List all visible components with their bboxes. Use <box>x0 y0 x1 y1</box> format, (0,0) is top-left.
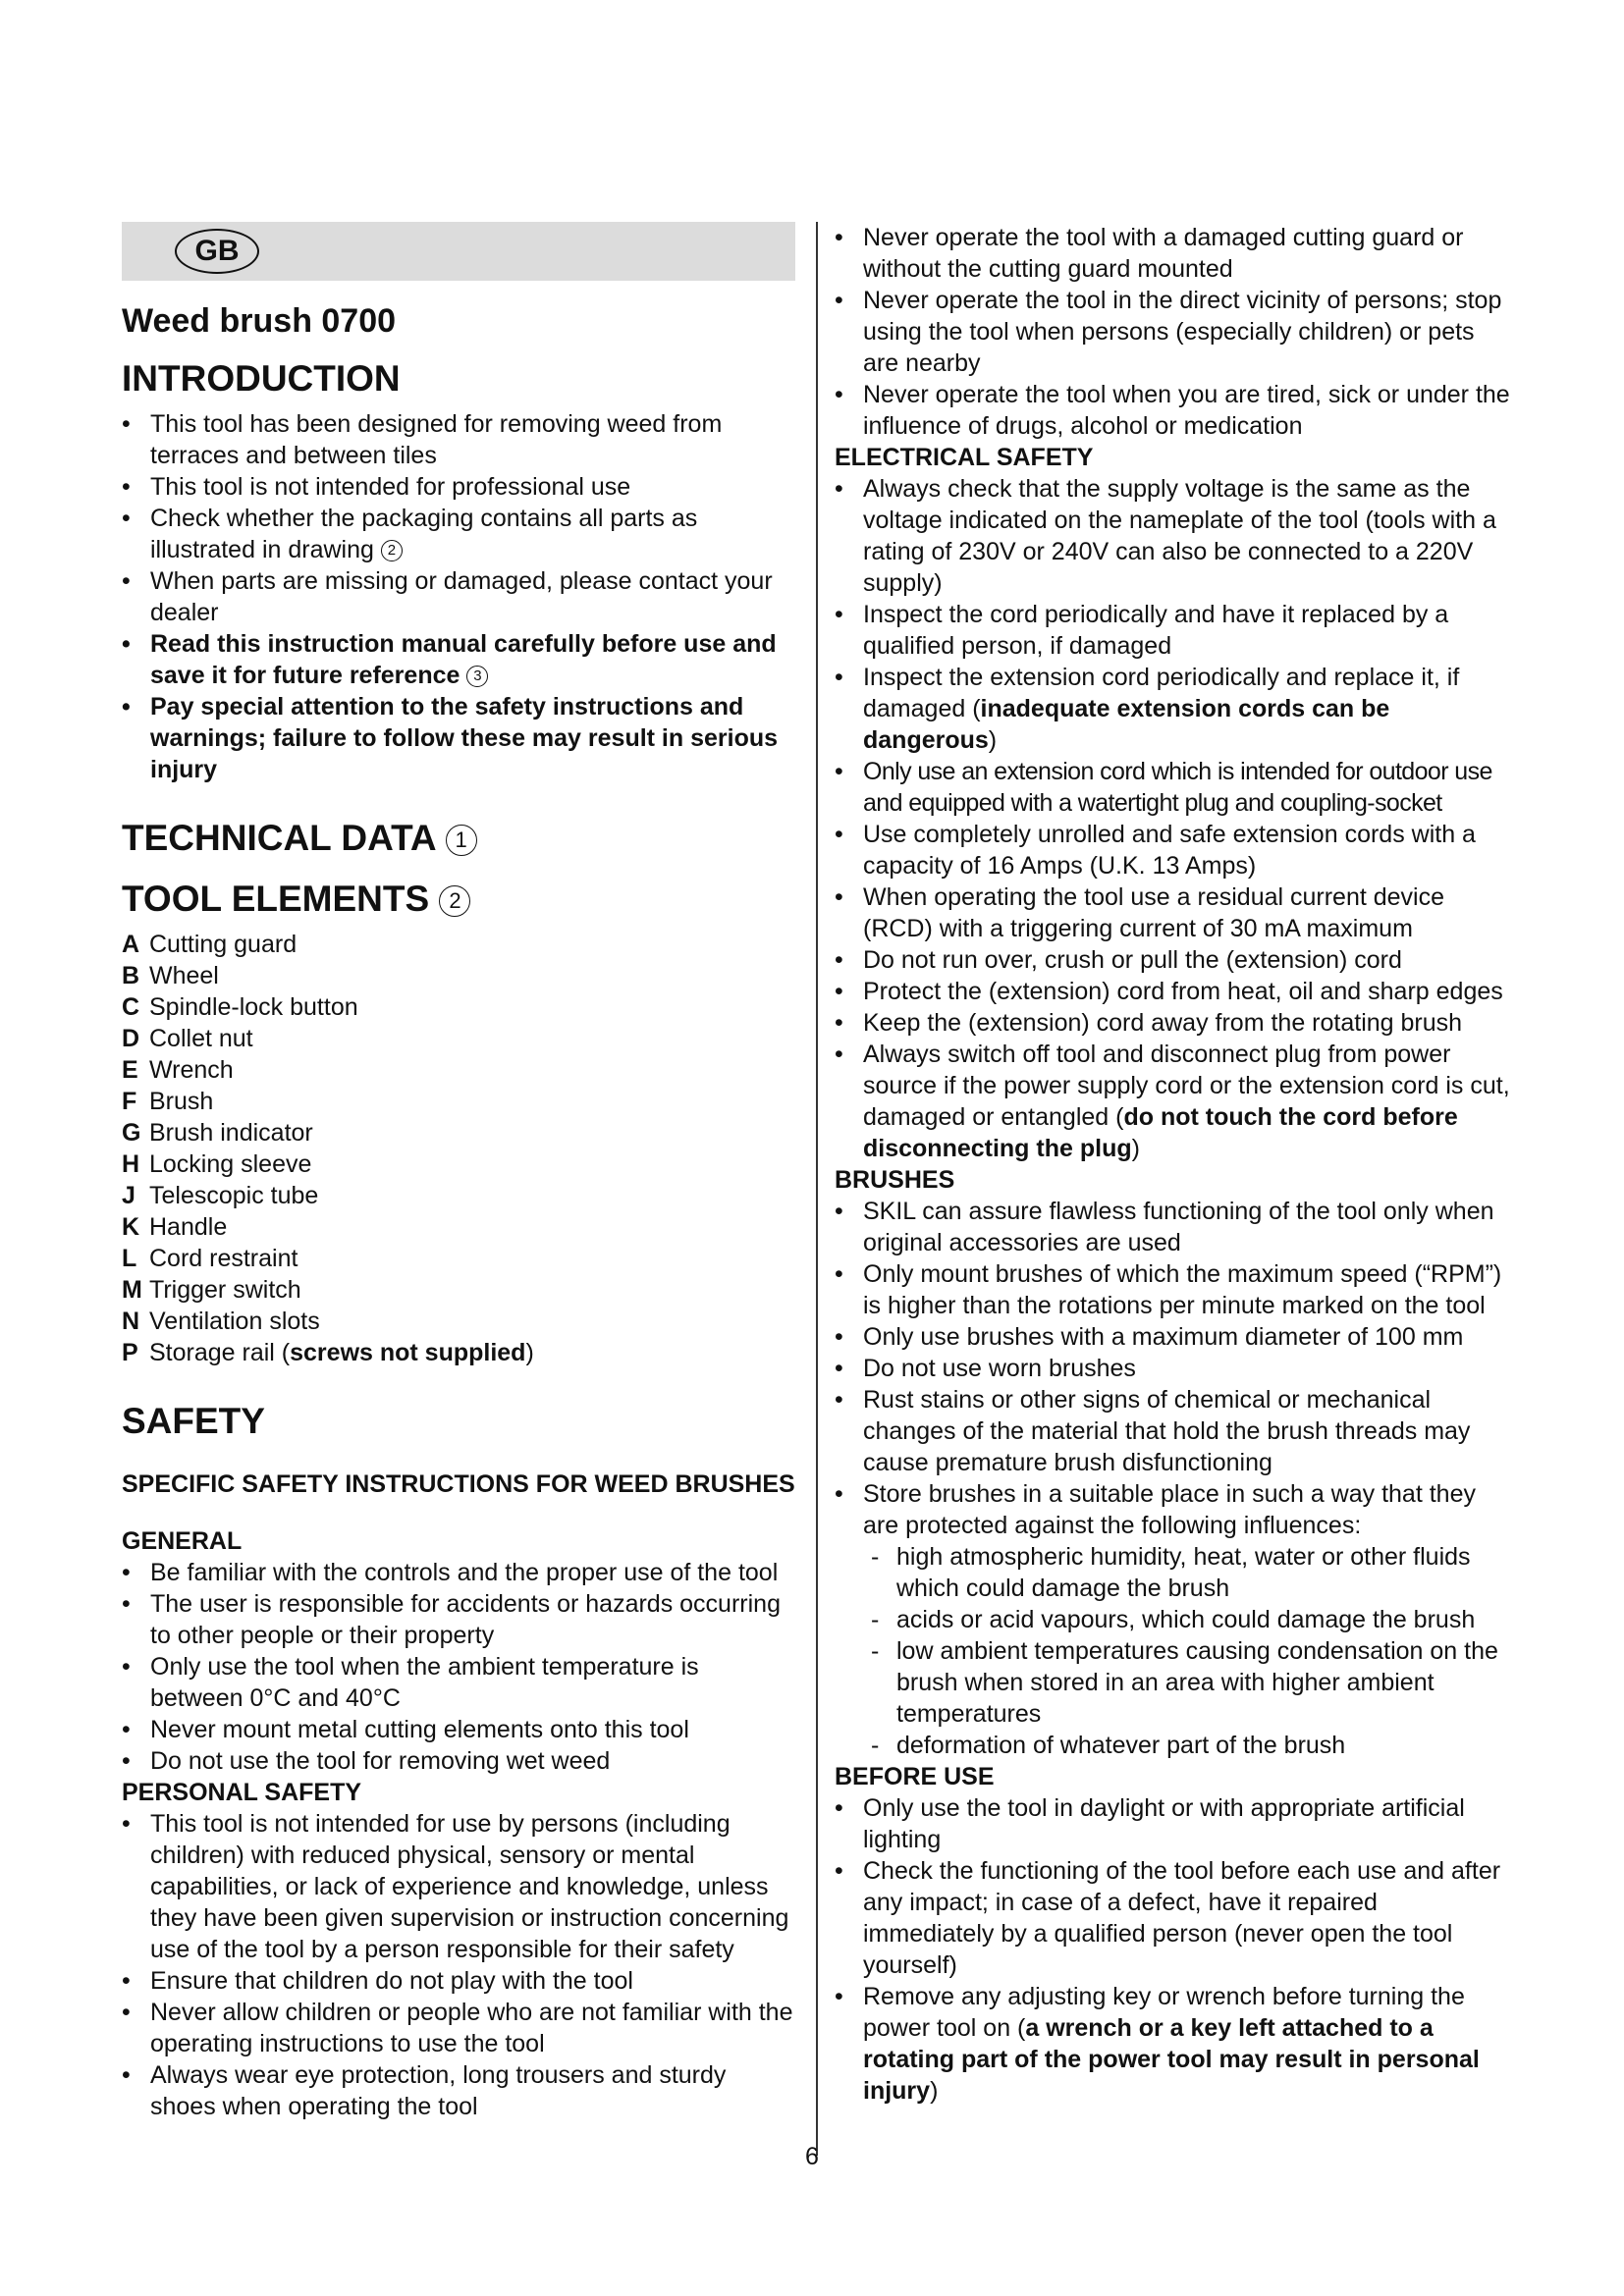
electrical-safety-list <box>835 473 1512 1164</box>
list-item: - high atmospheric humidity, heat, water or other fluids which could damage the brush <box>863 1541 1512 1604</box>
list-item: • Remove any adjusting key or wrench before turning the power tool on (a wrench or a key left attached to a rotating part of the power tool may result in personal injury) <box>835 1981 1512 2107</box>
list-item: - low ambient temperatures causing condensation on the brush when stored in an area with higher ambient temperatures <box>863 1635 1512 1730</box>
safety-heading: SAFETY <box>122 1401 265 1441</box>
column-divider <box>816 222 818 2156</box>
specific-safety-heading: SPECIFIC SAFETY INSTRUCTIONS FOR WEED BRUSHES <box>122 1470 795 1498</box>
list-item: • When parts are missing or damaged, please contact your dealer <box>122 565 795 628</box>
right-column <box>835 222 1512 2107</box>
language-header-bar <box>122 222 795 281</box>
list-item: • Store brushes in a suitable place in such a way that they are protected against the following influences: <box>835 1478 1512 1541</box>
list-item: • Ensure that children do not play with the tool <box>122 1965 795 1997</box>
list-item: G Brush indicator <box>122 1119 313 1147</box>
list-item: • Check whether the packaging contains all parts as illustrated in drawing 2 <box>122 503 795 565</box>
list-item: • Read this instruction manual carefully before use and save it for future reference 3 <box>122 628 795 691</box>
left-column <box>122 222 795 2122</box>
list-item: • Only use the tool in daylight or with appropriate artificial lighting <box>835 1792 1512 1855</box>
list-item: J Telescopic tube <box>122 1182 319 1209</box>
tool-elements-list <box>122 929 795 1368</box>
list-item: • Never mount metal cutting elements onto this tool <box>122 1714 795 1745</box>
list-item: - deformation of whatever part of the brush <box>863 1730 1512 1761</box>
list-item: A Cutting guard <box>122 931 298 958</box>
list-item: • The user is responsible for accidents or hazards occurring to other people or their property <box>122 1588 795 1651</box>
list-item: • Always check that the supply voltage is the same as the voltage indicated on the nameplate of the tool (tools with a rating of 230V or 240V can also be connected to a 220V supply) <box>835 473 1512 599</box>
list-item: • Inspect the extension cord periodically and replace it, if damaged (inadequate extension cords can be dangerous) <box>835 662 1512 756</box>
list-item: F Brush <box>122 1088 214 1115</box>
list-item: C Spindle-lock button <box>122 993 358 1021</box>
country-badge: GB <box>175 229 259 274</box>
list-item: M Trigger switch <box>122 1276 301 1304</box>
list-item: • Protect the (extension) cord from heat, oil and sharp edges <box>835 976 1512 1007</box>
list-item: • This tool has been designed for removing weed from terraces and between tiles <box>122 408 795 471</box>
general-list <box>122 1557 795 1777</box>
brushes-list <box>835 1196 1512 1541</box>
list-item: • Keep the (extension) cord away from the rotating brush <box>835 1007 1512 1039</box>
document-title: Weed brush 0700 <box>122 302 397 340</box>
list-item: • Always switch off tool and disconnect plug from power source if the power supply cord or the extension cord is cut, damaged or entangled (do not touch the cord before disconnecting the plug) <box>835 1039 1512 1164</box>
electrical-safety-heading: ELECTRICAL SAFETY <box>835 444 1094 471</box>
intro-heading: INTRODUCTION <box>122 358 401 399</box>
before-use-list <box>835 1792 1512 2107</box>
list-item: • Check the functioning of the tool before each use and after any impact; in case of a defect, have it repaired immediately by a qualified person (never open the tool yourself) <box>835 1855 1512 1981</box>
list-item: • Never operate the tool with a damaged cutting guard or without the cutting guard mounted <box>835 222 1512 285</box>
personal-safety-heading: PERSONAL SAFETY <box>122 1779 362 1806</box>
circled-number-icon: 2 <box>381 540 403 561</box>
list-item: N Ventilation slots <box>122 1308 320 1335</box>
list-item: • When operating the tool use a residual current device (RCD) with a triggering current of 30 mA maximum <box>835 881 1512 944</box>
intro-list <box>122 408 795 785</box>
list-item: P Storage rail (screws not supplied) <box>122 1339 534 1366</box>
list-item: L Cord restraint <box>122 1245 298 1272</box>
list-item: • Pay special attention to the safety instructions and warnings; failure to follow these may result in serious injury <box>122 691 795 785</box>
list-item: • Only use the tool when the ambient temperature is between 0°C and 40°C <box>122 1651 795 1714</box>
list-item: - acids or acid vapours, which could damage the brush <box>863 1604 1512 1635</box>
brush-storage-sublist <box>835 1541 1512 1761</box>
technical-data-heading: TECHNICAL DATA 1 <box>122 815 795 862</box>
list-item: • Always wear eye protection, long trousers and sturdy shoes when operating the tool <box>122 2059 795 2122</box>
list-item: • Inspect the cord periodically and have it replaced by a qualified person, if damaged <box>835 599 1512 662</box>
list-item: • SKIL can assure flawless functioning of the tool only when original accessories are used <box>835 1196 1512 1258</box>
list-item: • Only mount brushes of which the maximum speed (“RPM”) is higher than the rotations per minute marked on the tool <box>835 1258 1512 1321</box>
before-use-heading: BEFORE USE <box>835 1763 995 1790</box>
brushes-heading: BRUSHES <box>835 1166 955 1194</box>
circled-number-icon: 3 <box>466 666 488 687</box>
list-item: • Do not run over, crush or pull the (extension) cord <box>835 944 1512 976</box>
list-item: • Never operate the tool when you are tired, sick or under the influence of drugs, alcohol or medication <box>835 379 1512 442</box>
list-item: K Handle <box>122 1213 228 1241</box>
list-item: • Rust stains or other signs of chemical or mechanical changes of the material that hold the brush threads may cause premature brush disfunctioning <box>835 1384 1512 1478</box>
list-item: D Collet nut <box>122 1025 253 1052</box>
general-heading: GENERAL <box>122 1527 243 1555</box>
list-item: • Do not use worn brushes <box>835 1353 1512 1384</box>
list-item: • Never operate the tool in the direct vicinity of persons; stop using the tool when persons (especially children) or pets are nearby <box>835 285 1512 379</box>
list-item: • Do not use the tool for removing wet weed <box>122 1745 795 1777</box>
circled-number-icon: 2 <box>439 885 470 917</box>
list-item: • Never allow children or people who are not familiar with the operating instructions to use the tool <box>122 1997 795 2059</box>
personal-safety-list <box>122 1808 795 2122</box>
personal-safety-list-continued <box>835 222 1512 442</box>
page-number: 6 <box>805 2143 819 2170</box>
circled-number-icon: 1 <box>446 825 477 856</box>
list-item: • This tool is not intended for use by persons (including children) with reduced physical, sensory or mental capabilities, or lack of experience and knowledge, unless they have been given supervision or instruction concerning use of the tool by a person responsible for their safety <box>122 1808 795 1965</box>
list-item: B Wheel <box>122 962 219 989</box>
list-item: • Only use brushes with a maximum diameter of 100 mm <box>835 1321 1512 1353</box>
list-item: H Locking sleeve <box>122 1150 312 1178</box>
list-item: • This tool is not intended for professional use <box>122 471 795 503</box>
list-item: • Only use an extension cord which is intended for outdoor use and equipped with a watertight plug and coupling-socket <box>835 756 1512 819</box>
list-item: E Wrench <box>122 1056 234 1084</box>
list-item: • Be familiar with the controls and the proper use of the tool <box>122 1557 795 1588</box>
tool-elements-heading: TOOL ELEMENTS 2 <box>122 876 795 923</box>
list-item: • Use completely unrolled and safe extension cords with a capacity of 16 Amps (U.K. 13 Amps) <box>835 819 1512 881</box>
